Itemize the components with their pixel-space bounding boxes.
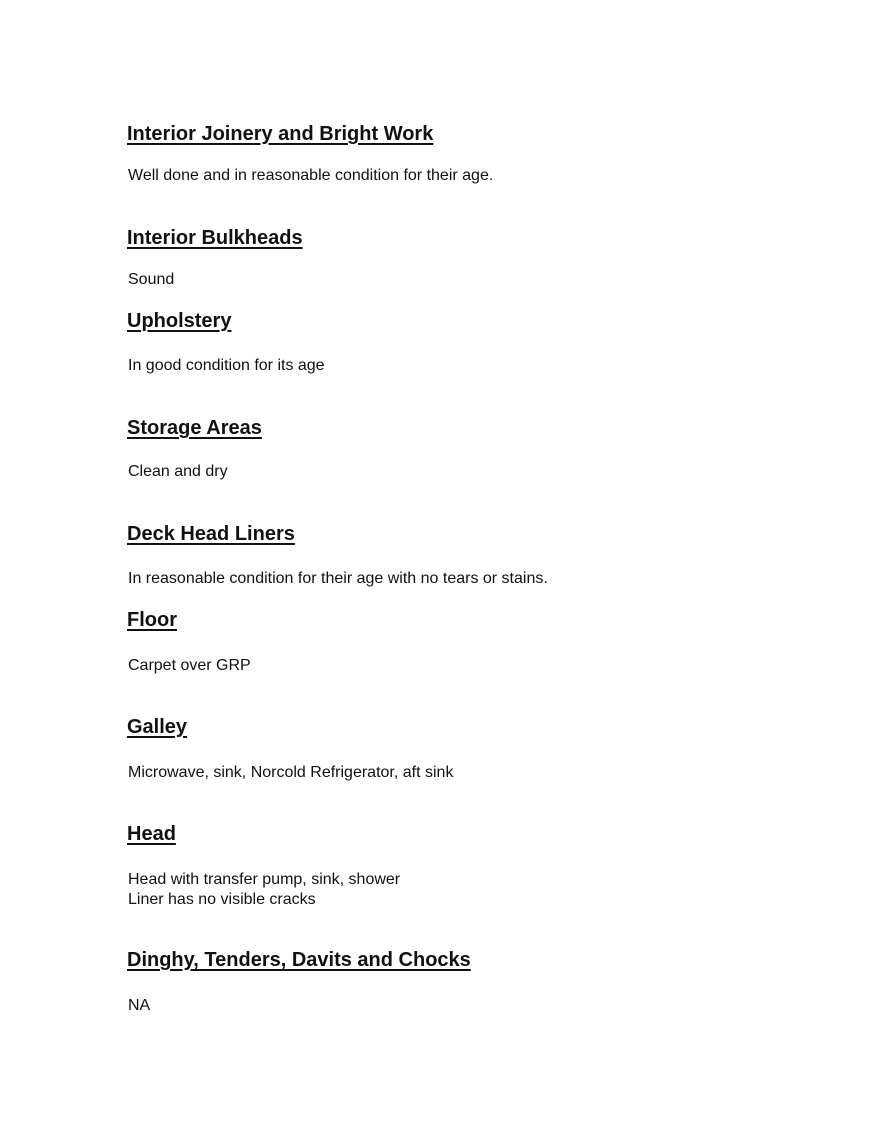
section-heading-storage-areas: Storage Areas: [127, 417, 262, 439]
section-heading-galley: Galley: [127, 716, 188, 738]
section-text-interior-joinery: Well done and in reasonable condition for their age.: [128, 167, 494, 184]
section-text-head-line-1: Head with transfer pump, sink, shower: [128, 871, 401, 888]
section-heading-deck-head-liners: Deck Head Liners: [127, 523, 295, 545]
section-text-galley: Microwave, sink, Norcold Refrigerator, aft sink: [128, 764, 454, 781]
section-text-head-line-2: Liner has no visible cracks: [128, 891, 316, 908]
section-heading-interior-joinery: Interior Joinery and Bright Work: [127, 123, 434, 145]
section-heading-floor: Floor: [127, 609, 177, 631]
section-heading-dinghy-tenders: Dinghy, Tenders, Davits and Chocks: [127, 949, 471, 971]
section-text-storage-areas: Clean and dry: [128, 463, 228, 480]
section-text-deck-head-liners: In reasonable condition for their age with no tears or stains.: [128, 570, 548, 587]
section-text-floor: Carpet over GRP: [128, 657, 251, 674]
section-heading-head: Head: [127, 823, 176, 845]
section-heading-upholstery: Upholstery: [127, 310, 232, 332]
section-text-dinghy-tenders: NA: [128, 997, 151, 1014]
section-text-upholstery: In good condition for its age: [128, 357, 325, 374]
section-text-interior-bulkheads: Sound: [128, 271, 175, 288]
section-heading-interior-bulkheads: Interior Bulkheads: [127, 227, 303, 249]
